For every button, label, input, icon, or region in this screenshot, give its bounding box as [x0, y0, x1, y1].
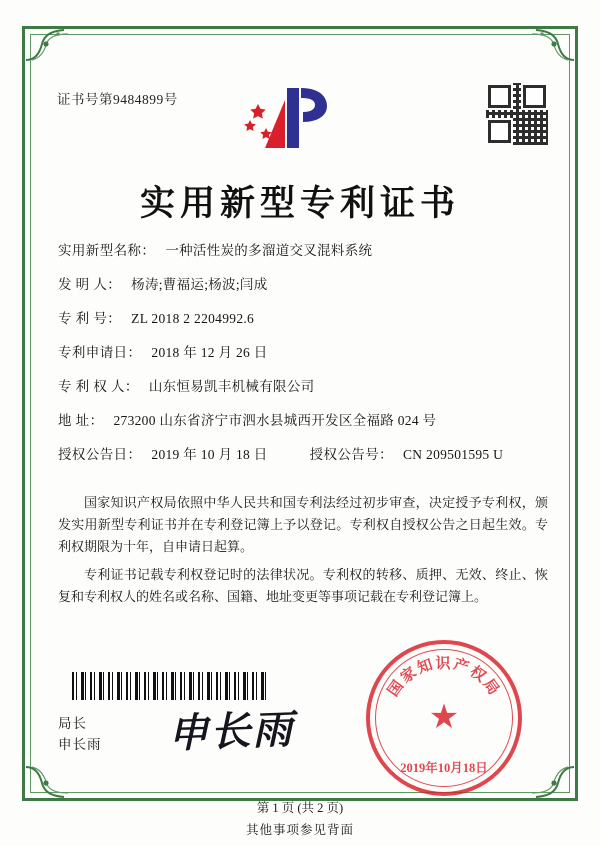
certificate-number: 证书号第9484899号 — [57, 92, 178, 107]
official-seal-icon — [366, 640, 522, 796]
field-value: 山东恒易凯丰机械有限公司 — [148, 379, 315, 394]
page-title: 实用新型专利证书 — [139, 183, 460, 224]
body-paragraph-2: 专利证书记载专利权登记时的法律状况。专利权的转移、质押、无效、终止、恢复和专利权人的姓名或名称、国籍、地址变更等事项记载在专利登记簿上。 — [58, 567, 548, 604]
field-value: 一种活性炭的多溜道交叉混料系统 — [165, 243, 373, 258]
field-label: 地 址： — [58, 413, 104, 428]
svg-text:国家知识产权局: 国家知识产权局 — [383, 654, 505, 700]
field-label-grant-date: 授权公告日： — [58, 447, 142, 462]
field-value-grant-date: 2019 年 10 月 18 日 — [151, 447, 268, 462]
field-row-name — [58, 243, 548, 277]
handwritten-signature: 申长雨 — [167, 705, 295, 758]
field-value: 2018 年 12 月 26 日 — [151, 345, 268, 360]
signature-title-line1: 局长 — [58, 716, 87, 731]
footer-note: 其他事项参见背面 — [245, 823, 354, 837]
field-row-patentee — [58, 379, 548, 413]
qr-finder-icon — [488, 120, 511, 143]
field-label: 专 利 号： — [58, 311, 122, 326]
field-row-grant — [58, 447, 548, 481]
seal-star-icon: ★ — [428, 699, 460, 736]
qr-code-icon — [486, 83, 548, 145]
field-list — [58, 243, 548, 481]
seal-date: 2019年10月18日 — [400, 761, 488, 775]
field-label: 实用新型名称： — [58, 243, 156, 258]
patent-emblem-icon — [225, 78, 375, 156]
field-label: 专 利 权 人： — [58, 379, 139, 394]
field-row-application-date — [58, 345, 548, 379]
grant-publication-group — [310, 447, 504, 463]
field-label: 专利申请日： — [58, 345, 142, 360]
signature-title — [58, 713, 102, 755]
field-value: ZL 2018 2 2204992.6 — [131, 311, 255, 326]
barcode-icon — [72, 672, 268, 700]
page-number: 第 1 页 (共 2 页) — [256, 801, 344, 815]
field-value: 杨涛;曹福运;杨波;闫成 — [131, 277, 268, 292]
field-value: 273200 山东省济宁市泗水县城西开发区全福路 024 号 — [113, 413, 437, 428]
body-text — [58, 492, 548, 614]
signature-title-line2: 申长雨 — [58, 737, 102, 752]
field-value-publication-no: CN 209501595 U — [403, 447, 504, 462]
field-row-patent-no — [58, 311, 548, 345]
field-row-inventor — [58, 277, 548, 311]
field-label: 发 明 人： — [58, 277, 122, 292]
field-label-publication-no: 授权公告号： — [309, 447, 393, 462]
field-row-address — [58, 413, 548, 447]
body-paragraph-1: 国家知识产权局依照中华人民共和国专利法经过初步审查，决定授予专利权，颁发实用新型专利证书并在专利登记簿上予以登记。专利权自授权公告之日起生效。专利权期限为十年，自申请日起算。 — [58, 495, 548, 554]
